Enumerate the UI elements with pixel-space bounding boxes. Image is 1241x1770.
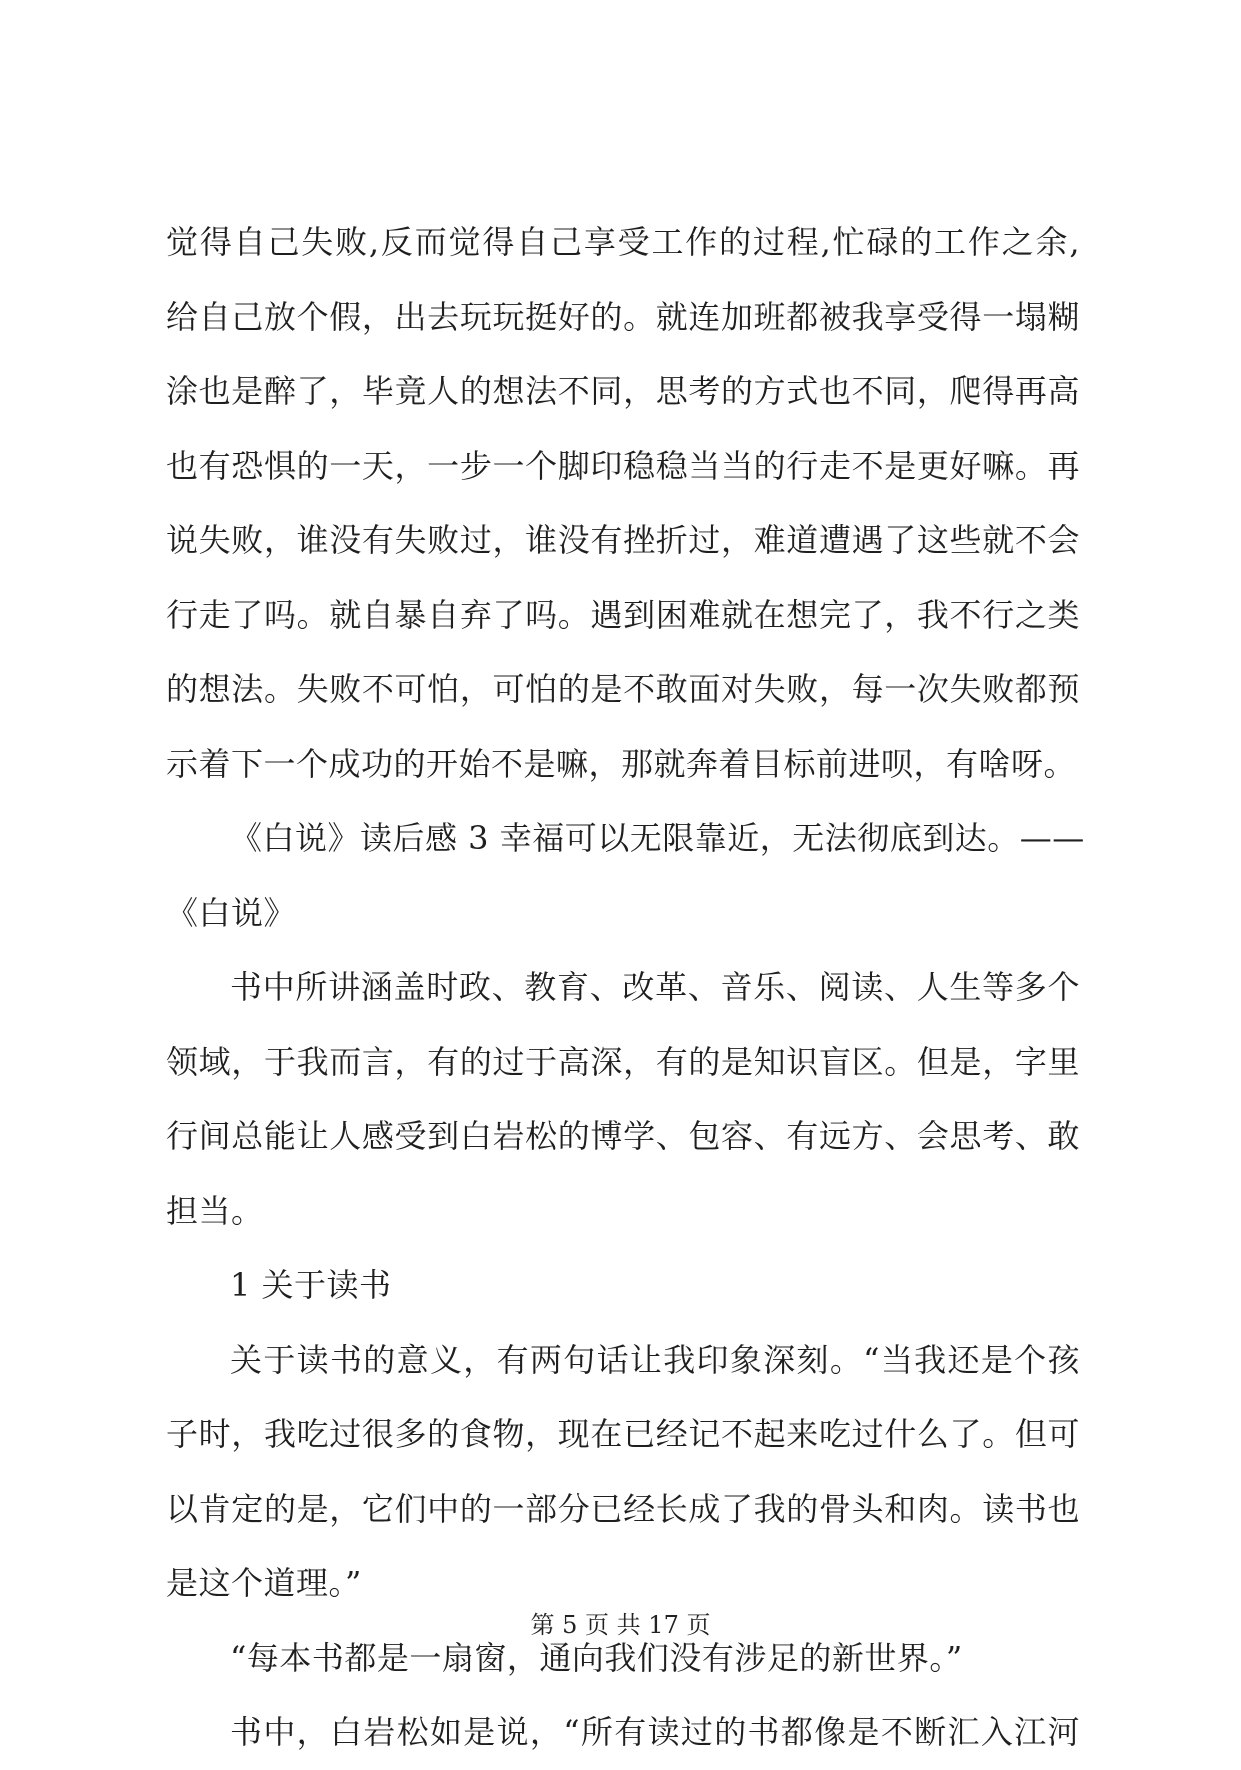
text-line: 也有恐惧的一天，一步一个脚印稳稳当当的行走不是更好嘛。再 [166, 446, 1080, 485]
text-line: “每本书都是一扇窗，通向我们没有涉足的新世界。” [230, 1638, 963, 1677]
text-line: 行走了吗。就自暴自弃了吗。遇到困难就在想完了，我不行之类 [166, 595, 1080, 634]
text-line: 的想法。失败不可怕，可怕的是不敢面对失败，每一次失败都预 [166, 670, 1080, 708]
text-line: 担当。 [166, 1191, 264, 1230]
text-line: 1 关于读书 [230, 1266, 392, 1304]
text-line: 关于读书的意义，有两句话让我印象深刻。“当我还是个孩 [230, 1340, 1080, 1379]
text-line: 书中，白岩松如是说，“所有读过的书都像是不断汇入江河 [230, 1713, 1080, 1751]
page-footer: 第 5 页 共 17 页 [530, 1611, 711, 1639]
text-line: 以肯定的是，它们中的一部分已经长成了我的骨头和肉。读书也 [166, 1489, 1080, 1528]
text-line: 觉得自己失败,反而觉得自己享受工作的过程,忙碌的工作之余, [166, 223, 1080, 261]
text-line: 行间总能让人感受到白岩松的博学、包容、有远方、会思考、敢 [166, 1117, 1080, 1155]
text-line: 《白说》 [166, 893, 297, 932]
text-line: 示着下一个成功的开始不是嘛，那就奔着目标前进呗，有啥呀。 [166, 744, 1077, 783]
text-line: 子时，我吃过很多的食物，现在已经记不起来吃过什么了。但可 [166, 1415, 1080, 1453]
text-line: 给自己放个假，出去玩玩挺好的。就连加班都被我享受得一塌糊 [166, 297, 1080, 336]
text-line: 是这个道理。” [166, 1564, 362, 1602]
text-line: 书中所讲涵盖时政、教育、改革、音乐、阅读、人生等多个 [230, 968, 1080, 1006]
body-text [166, 205, 1085, 1770]
text-line: 《白说》读后感 3 幸福可以无限靠近，无法彻底到达。—— [230, 819, 1085, 857]
text-line: 涂也是醉了，毕竟人的想法不同，思考的方式也不同，爬得再高 [166, 372, 1080, 410]
text-line: 领域，于我而言，有的过于高深，有的是知识盲区。但是，字里 [166, 1042, 1080, 1081]
text-line: 说失败，谁没有失败过，谁没有挫折过，难道遭遇了这些就不会 [166, 521, 1080, 559]
